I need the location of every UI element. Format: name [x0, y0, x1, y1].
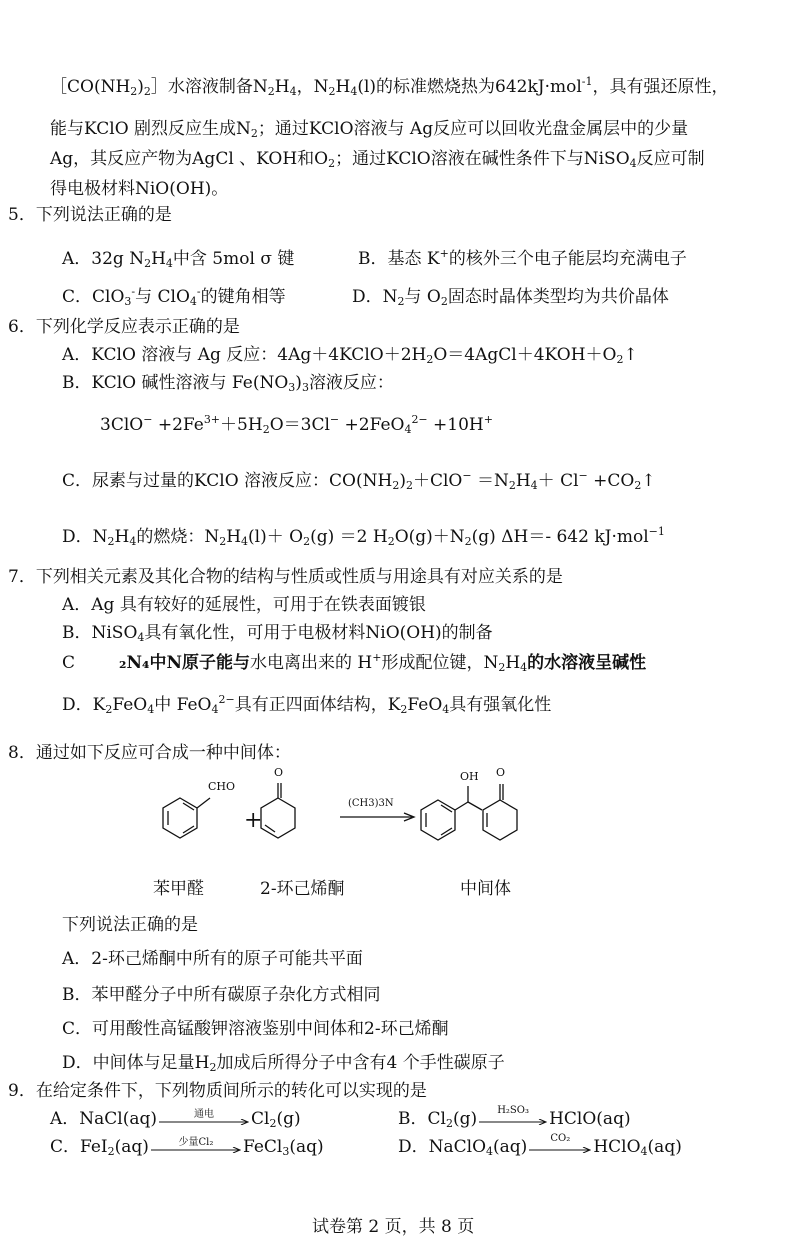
q9-option-b: B．$Cl_2(g)$ H₂SO₃ HClO(aq): [398, 1105, 631, 1130]
ketone-o-label-2: O: [496, 766, 506, 779]
intro-line-1: $[CO(NH_2)_2]$水溶液制备$N_2H_4$，$N_2H_4(l)$的标准燃烧热为642kJ·mol$^{-1}$，具有强还原性，: [50, 75, 729, 98]
oh-label: OH: [460, 770, 479, 783]
q8-stem: 8．通过如下反应可合成一种中间体：: [8, 743, 291, 763]
q8-substem: 下列说法正确的是: [62, 915, 198, 935]
benzaldehyde-structure: [163, 798, 210, 838]
q5-option-a: A．32g $N_2H_4$中含 5mol σ 键: [62, 249, 295, 270]
arrow-d: CO₂: [529, 1136, 591, 1154]
q7-option-a: A．Ag 具有较好的延展性，可用于在铁表面镀银: [62, 595, 426, 615]
cyclohexenone-structure: [261, 783, 295, 838]
q6-option-c: C．尿素与过量的KClO 溶液反应：$CO(NH_2)_2+ClO^- =N_2H_4+ Cl^-$ $+CO_2↑$: [62, 469, 656, 492]
cho-label: CHO: [208, 780, 236, 793]
q9-option-c: C．FeI$_2$(aq) 少量Cl₂ FeCl$_3$(aq): [50, 1137, 324, 1158]
q5-option-b: B．基态 K+的核外三个电子能层均充满电子: [358, 247, 687, 269]
q7-stem: 7．下列相关元素及其化合物的结构与性质或性质与用途具有对应关系的是: [8, 567, 563, 587]
q9-option-d: D．NaClO$_4$(aq) CO₂ HClO$_4$(aq): [398, 1133, 682, 1158]
intro-line-2: 能与KClO 剧烈反应生成$N_2$；通过KClO溶液与 Ag反应可以回收光盘金属层中的少量: [50, 119, 689, 140]
q5-option-c: C．ClO$_3$-与 ClO$_4$-的键角相等: [62, 285, 286, 308]
q9-stem: 9．在给定条件下，下列物质间所示的转化可以实现的是: [8, 1081, 427, 1101]
intro-line-4: 得电极材料NiO(OH)。: [50, 179, 229, 199]
reaction-arrow: [340, 813, 414, 821]
q8-option-a: A．2-环己烯酮中所有的原子可能共平面: [62, 949, 363, 969]
q7-option-b: B．NiSO$_4$具有氧化性，可用于电极材料NiO(OH)的制备: [62, 623, 493, 644]
q6-stem: 6．下列化学反应表示正确的是: [8, 317, 240, 337]
q6-option-d: D．$N_2H_4$的燃烧：$N_2H_4(l)+ O_2(g) =2$ $H_2O(g)+N_2(g)$ ΔH＝- 642 kJ·mol$^{-1}$: [62, 525, 665, 548]
q5-option-d: D．$N_2$与 $O_2$固态时晶体类型均为共价晶体: [352, 287, 669, 308]
q8-option-d: D．中间体与足量$H_2$加成后所得分子中含有4 个手性碳原子: [62, 1053, 505, 1074]
q9-option-a: A．NaCl(aq) 通电 $Cl_2(g)$: [50, 1109, 301, 1130]
intermediate-structure: [421, 784, 517, 840]
q6-option-b-equation: $3ClO^- +2Fe^{3+}+5H_2O=3Cl^- +2FeO_4^{2-} +10H^+$: [100, 413, 493, 436]
plus-sign: +: [244, 808, 263, 833]
arrow-b: H₂SO₃: [479, 1108, 547, 1126]
arrow-c: 少量Cl₂: [151, 1136, 241, 1154]
q7-option-d: D．$K_2FeO_4$中 FeO$_4^{2-}$具有正四面体结构，$K_2FeO_4$具有强氧化性: [62, 693, 552, 716]
intermediate-name: 中间体: [460, 879, 511, 899]
page-footer: 试卷第 2 页，共 8 页: [312, 1217, 475, 1237]
q5-stem: 5．下列说法正确的是: [8, 205, 172, 225]
ketone-o-label: O: [274, 766, 284, 779]
intro-line-3: Ag，其反应产物为AgCl 、KOH和$O_2$；通过KClO溶液在碱性条件下与NiSO$_4$反应可制: [50, 149, 705, 170]
q6-option-a: A．KClO 溶液与 Ag 反应：$4Ag+4KClO+2H_2O=4AgCl+4KOH+O_2↑$: [62, 345, 638, 366]
q8-option-b: B．苯甲醛分子中所有碳原子杂化方式相同: [62, 985, 381, 1005]
arrow-a: 通电: [159, 1108, 249, 1126]
cyclohexenone-name: 2-环己烯酮: [260, 879, 345, 899]
benzaldehyde-name: 苯甲醛: [153, 879, 204, 899]
q6-option-b: B．KClO 碱性溶液与 $Fe(NO_3)_3$溶液反应：: [62, 373, 394, 394]
q8-option-c: C．可用酸性高锰酸钾溶液鉴别中间体和2-环己烯酮: [62, 1019, 449, 1039]
q7-option-c: C ₂N₄中N原子能与水电离出来的 H+形成配位键，$N_2H_4$的水溶液呈碱性: [62, 651, 647, 674]
catalyst-label: (CH3)3N: [348, 798, 394, 809]
